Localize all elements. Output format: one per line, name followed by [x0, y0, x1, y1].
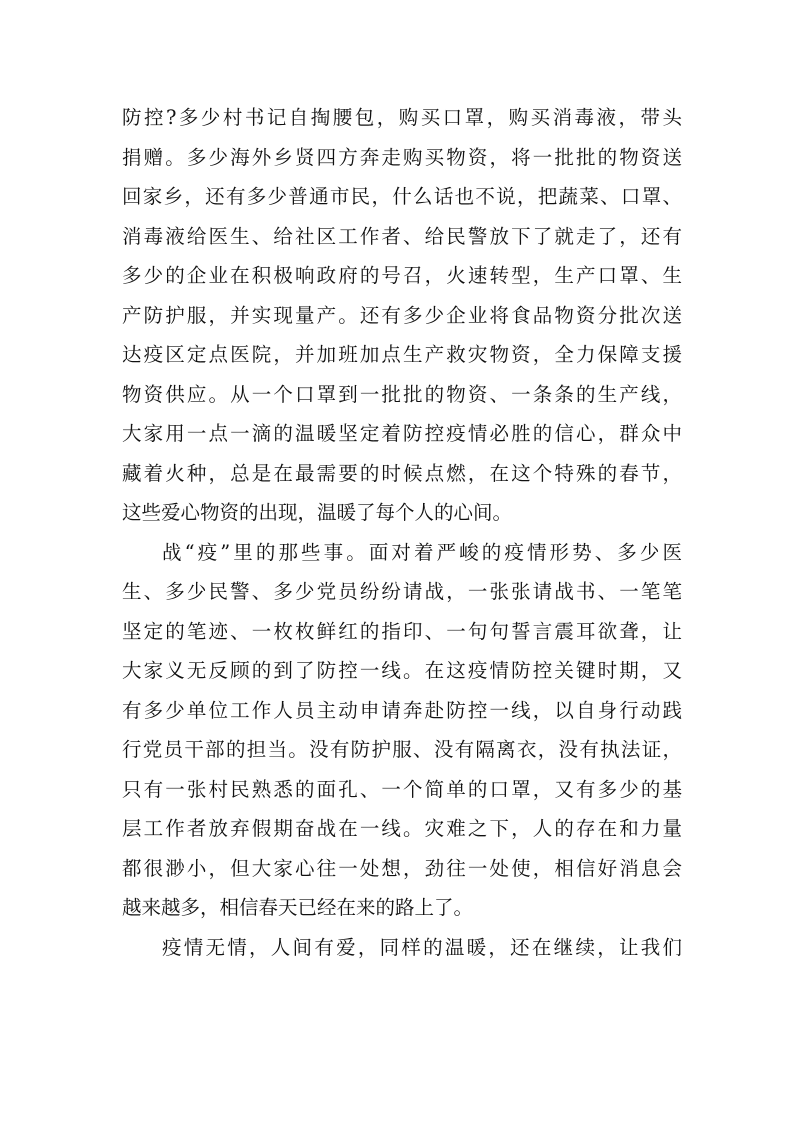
text-line: 坚定的笔迹、一枚枚鲜红的指印、一句句誓言震耳欲聋，让	[122, 619, 682, 643]
text-line: 生、多少民警、多少党员纷纷请战，一张张请战书、一笔笔	[122, 580, 682, 603]
text-line: 只有一张村民熟悉的面孔、一个简单的口罩，又有多少的基	[122, 777, 682, 801]
text-line: 捐赠。多少海外乡贤四方奔走购买物资，将一批批的物资送	[122, 145, 682, 169]
text-line: 行党员干部的担当。没有防护服、没有隔离衣，没有执法证，	[122, 738, 682, 761]
text-line: 藏着火种，总是在最需要的时候点燃，在这个特殊的春节，	[122, 461, 682, 485]
text-line: 消毒液给医生、给社区工作者、给民警放下了就走了，还有	[122, 224, 682, 248]
text-line: 都很渺小，但大家心往一处想，劲往一处使，相信好消息会	[122, 856, 682, 880]
text-line: 达疫区定点医院，并加班加点生产救灾物资，全力保障支援	[122, 343, 682, 366]
text-line: 大家用一点一滴的温暖坚定着防控疫情必胜的信心，群众中	[122, 422, 682, 445]
body-text	[122, 98, 682, 967]
text-line: 大家义无反顾的到了防控一线。在这疫情防控关键时期，又	[122, 659, 682, 682]
text-line: 回家乡，还有多少普通市民，什么话也不说，把蔬菜、口罩、	[122, 185, 682, 208]
text-line: 有多少单位工作人员主动申请奔赴防控一线，以自身行动践	[122, 698, 682, 722]
text-line: 多少的企业在积极响政府的号召，火速转型，生产口罩、生	[122, 264, 682, 287]
paragraph-start-line: 疫情无情，人间有爱，同样的温暖，还在继续，让我们	[162, 935, 682, 959]
text-line: 产防护服，并实现量产。还有多少企业将食品物资分批次送	[122, 303, 682, 327]
paragraph-end-line: 这些爱心物资的出现，温暖了每个人的心间。	[122, 501, 513, 524]
paragraph-end-line: 越来越多，相信春天已经在来的路上了。	[122, 896, 474, 919]
paragraph-start-line: 战“疫”里的那些事。面对着严峻的疫情形势、多少医	[162, 540, 682, 564]
text-line: 层工作者放弃假期奋战在一线。灾难之下，人的存在和力量	[122, 817, 682, 840]
text-line: 物资供应。从一个口罩到一批批的物资、一条条的生产线，	[122, 382, 682, 406]
text-line: 防控?多少村书记自掏腰包，购买口罩，购买消毒液，带头	[122, 106, 682, 129]
